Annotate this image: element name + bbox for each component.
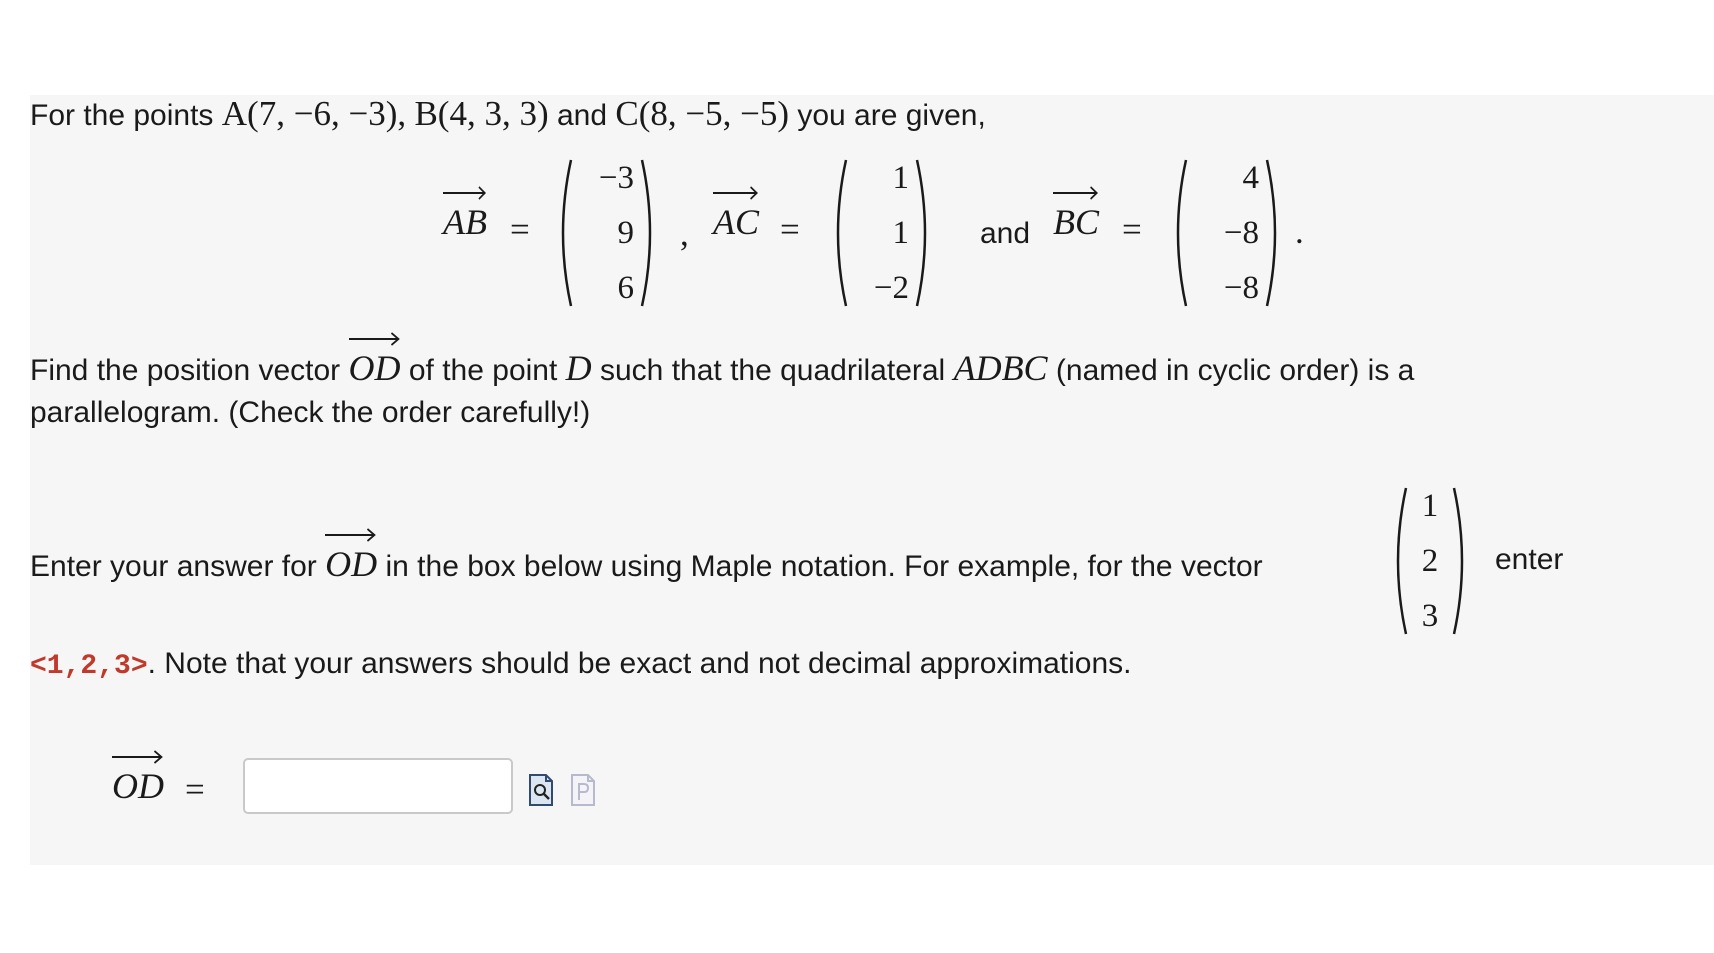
left-paren-icon [555,158,573,308]
and-word: and [556,99,608,132]
vector-ac-z: −2 [873,270,909,306]
point-b: B(4, 3, 3) [414,94,549,133]
enter-word: enter [1495,543,1564,576]
enter-text-1: Enter your answer for [30,550,317,583]
vector-ac-x: 1 [892,160,909,196]
left-paren-icon [1390,486,1408,636]
vector-ab-label: AB [443,200,487,240]
vector-bc-y: −8 [1223,215,1259,251]
enter-line [30,542,1263,585]
note-text: . Note that your answers should be exact and not decimal approximations. [147,647,1132,680]
note-line [30,646,1132,685]
vector-arrow-icon [1053,186,1099,200]
vector-arrow-icon [325,528,377,542]
answer-input[interactable] [243,758,513,814]
enter-text-2: in the box below using Maple notation. For example, for the vector [385,550,1263,583]
find-line [30,346,1414,389]
right-paren-icon [1265,158,1283,308]
comma-sep: , [680,214,689,253]
right-paren-icon [1452,486,1470,636]
answer-od-label: OD [112,764,164,804]
preview-icon[interactable] [528,774,554,806]
and-label: and [980,217,1031,250]
vector-arrow-icon [112,750,164,764]
point-d: D [565,348,592,388]
right-paren-icon [640,158,658,308]
quadrilateral-name: ADBC [953,348,1048,388]
example-code: <1,2,3> [30,651,148,682]
vector-bc-matrix [1170,158,1283,308]
equals-sign: = [1122,210,1142,249]
vector-bc-x: 4 [1242,160,1259,196]
find-text-5: parallelogram. (Check the order carefully!) [30,396,591,429]
intro-tail: you are given, [797,99,986,132]
find-text-3: such that the quadrilateral [600,354,946,387]
find-text-2: of the point [408,354,558,387]
equals-sign: = [510,210,530,249]
vector-arrow-icon [713,186,759,200]
vector-ac-matrix [830,158,933,308]
vector-ac-y: 1 [892,215,909,251]
vector-od-label: OD [325,542,377,582]
find-text-4: (named in cyclic order) is a [1055,354,1415,387]
answer-equals: = [185,770,205,809]
vector-ab-z: 6 [617,270,634,306]
intro-line [30,96,986,134]
find-text-1: Find the position vector [30,354,341,387]
vector-ab-matrix [555,158,658,308]
vector-ab-x: −3 [598,160,634,196]
equals-sign: = [780,210,800,249]
intro-lead: For the points [30,99,214,132]
vector-arrow-icon [349,332,401,346]
period: . [1295,212,1304,251]
vector-arrow-icon [443,186,487,200]
left-paren-icon [1170,158,1188,308]
vector-bc-z: −8 [1223,270,1259,306]
vector-ab-y: 9 [617,215,634,251]
example-vector-matrix [1390,486,1470,636]
vector-od-label: OD [349,346,401,386]
right-paren-icon [915,158,933,308]
vector-ac-label: AC [713,200,759,240]
example-y: 2 [1421,543,1439,579]
maple-syntax-icon[interactable] [570,774,596,806]
point-c: C(8, −5, −5) [615,94,789,133]
example-x: 1 [1421,488,1439,524]
example-z: 3 [1421,598,1439,634]
point-a: A(7, −6, −3), [221,94,407,133]
left-paren-icon [830,158,848,308]
vector-bc-label: BC [1053,200,1099,240]
